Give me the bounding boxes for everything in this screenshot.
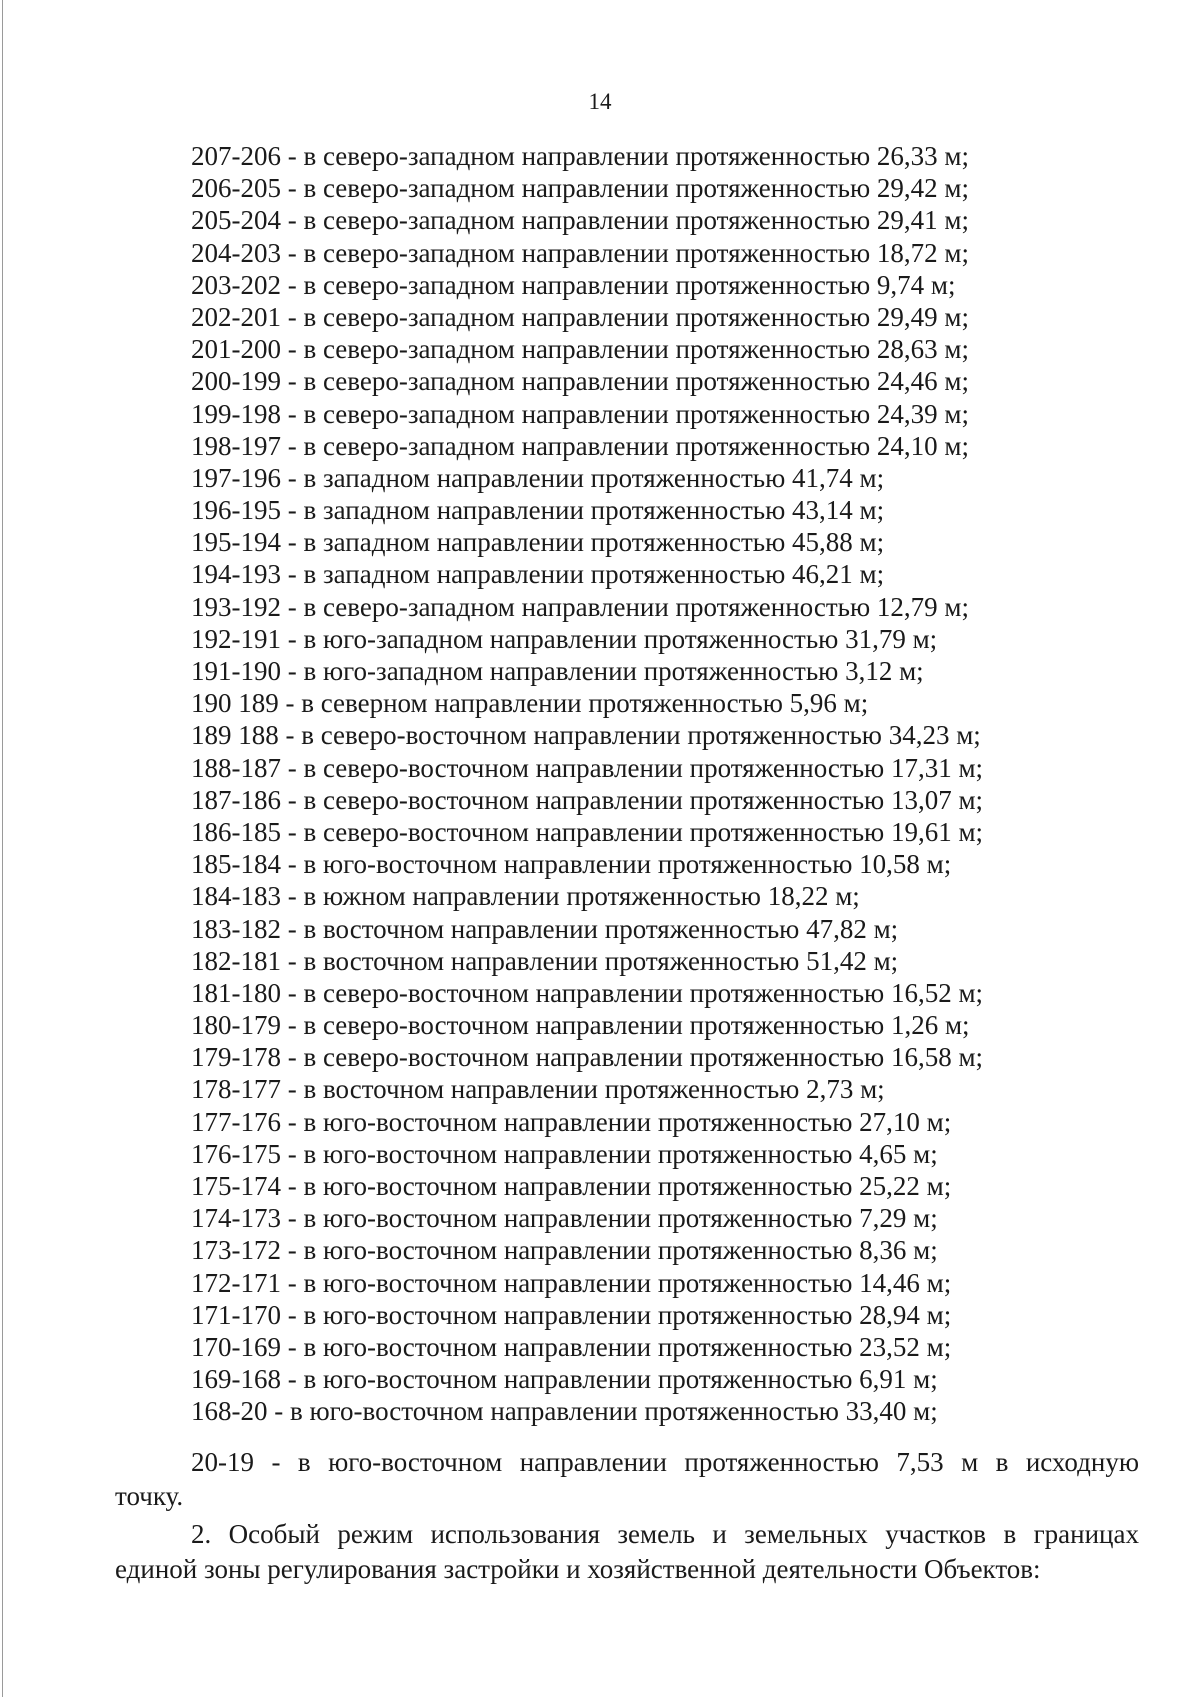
closing-segment-word: направлении [519, 1447, 667, 1477]
boundary-segment: 193-192 - в северо-западном направлении протяженностью 12,79 м; [191, 591, 969, 622]
boundary-segment: 184-183 - в южном направлении протяженностью 18,22 м; [191, 881, 860, 912]
paragraph-2-word: Особый [228, 1519, 320, 1549]
boundary-segment: 188-187 - в северо-восточном направлении протяженностью 17,31 м; [191, 752, 984, 783]
paragraph-2-word: режим [337, 1519, 414, 1549]
paragraph-2-word: 2. [191, 1519, 212, 1549]
closing-segment-word: 7,53 [896, 1447, 944, 1477]
boundary-segment: 203-202 - в северо-западном направлении протяженностью 9,74 м; [191, 269, 956, 300]
closing-segment-word: протяженностью [684, 1447, 879, 1477]
closing-segment-line-1 [115, 1446, 1139, 1479]
closing-segment-word: - [271, 1447, 281, 1477]
boundary-segment: 201-200 - в северо-западном направлении протяженностью 28,63 м; [191, 334, 969, 365]
paragraph-2-word: использования [430, 1519, 600, 1549]
boundary-segment: 173-172 - в юго-восточном направлении протяженностью 8,36 м; [191, 1235, 938, 1266]
boundary-segment: 185-184 - в юго-восточном направлении протяженностью 10,58 м; [191, 849, 952, 880]
boundary-segment: 168-20 - в юго-восточном направлении протяженностью 33,40 м; [191, 1396, 938, 1427]
boundary-segment: 200-199 - в северо-западном направлении протяженностью 24,46 м; [191, 366, 969, 397]
boundary-segment: 178-177 - в восточном направлении протяженностью 2,73 м; [191, 1074, 885, 1105]
boundary-segment: 170-169 - в юго-восточном направлении протяженностью 23,52 м; [191, 1331, 952, 1362]
boundary-segment: 174-173 - в юго-восточном направлении протяженностью 7,29 м; [191, 1203, 938, 1234]
boundary-segment: 206-205 - в северо-западном направлении протяженностью 29,42 м; [191, 173, 969, 204]
boundary-segment: 204-203 - в северо-западном направлении протяженностью 18,72 м; [191, 237, 969, 268]
closing-segment-line-2: точку. [115, 1481, 184, 1511]
boundary-segment: 195-194 - в западном направлении протяженностью 45,88 м; [191, 527, 885, 558]
boundary-segment: 176-175 - в юго-восточном направлении протяженностью 4,65 м; [191, 1138, 938, 1169]
boundary-segment: 181-180 - в северо-восточном направлении протяженностью 16,52 м; [191, 977, 984, 1008]
paragraph-2-word: участков [885, 1519, 987, 1549]
boundary-segment: 182-181 - в восточном направлении протяженностью 51,42 м; [191, 945, 899, 976]
paragraph-2-word: земель [617, 1519, 695, 1549]
boundary-segment: 171-170 - в юго-восточном направлении протяженностью 28,94 м; [191, 1299, 952, 1330]
boundary-segment-list [191, 140, 983, 1428]
paragraph-2-line-1 [115, 1518, 1139, 1551]
boundary-segment: 192-191 - в юго-западном направлении протяженностью 31,79 м; [191, 623, 938, 654]
paragraph-2-word: и [712, 1519, 727, 1549]
boundary-segment: 189 188 - в северо-восточном направлении протяженностью 34,23 м; [191, 720, 981, 751]
boundary-segment: 194-193 - в западном направлении протяженностью 46,21 м; [191, 559, 885, 590]
boundary-segment: 183-182 - в восточном направлении протяженностью 47,82 м; [191, 913, 899, 944]
boundary-segment: 202-201 - в северо-западном направлении протяженностью 29,49 м; [191, 301, 969, 332]
boundary-segment: 191-190 - в юго-западном направлении протяженностью 3,12 м; [191, 656, 924, 686]
boundary-segment: 190 189 - в северном направлении протяженностью 5,96 м; [191, 688, 869, 719]
boundary-segment: 177-176 - в юго-восточном направлении протяженностью 27,10 м; [191, 1106, 952, 1137]
boundary-segment: 179-178 - в северо-восточном направлении протяженностью 16,58 м; [191, 1042, 984, 1073]
boundary-segment: 199-198 - в северо-западном направлении протяженностью 24,39 м; [191, 398, 969, 429]
closing-segment-word: м [961, 1447, 979, 1477]
boundary-segment: 169-168 - в юго-восточном направлении протяженностью 6,91 м; [191, 1364, 938, 1395]
boundary-segment: 198-197 - в северо-западном направлении протяженностью 24,10 м; [191, 430, 969, 461]
page-number: 14 [588, 89, 612, 114]
paragraph-2-word: в [1003, 1519, 1017, 1549]
boundary-segment: 205-204 - в северо-западном направлении протяженностью 29,41 м; [191, 205, 969, 236]
boundary-segment: 172-171 - в юго-восточном направлении протяженностью 14,46 м; [191, 1267, 952, 1298]
boundary-segment: 186-185 - в северо-восточном направлении протяженностью 19,61 м; [191, 816, 984, 847]
boundary-segment: 197-196 - в западном направлении протяженностью 41,74 м; [191, 462, 885, 493]
paragraph-2-word: земельных [744, 1519, 868, 1549]
boundary-segment: 187-186 - в северо-восточном направлении протяженностью 13,07 м; [191, 784, 984, 815]
boundary-segment: 175-174 - в юго-восточном направлении протяженностью 25,22 м; [191, 1171, 952, 1201]
boundary-segment: 180-179 - в северо-восточном направлении протяженностью 1,26 м; [191, 1010, 970, 1041]
closing-segment-word: 20-19 [191, 1447, 254, 1477]
closing-segment-word: в [297, 1447, 311, 1477]
boundary-segment: 196-195 - в западном направлении протяженностью 43,14 м; [191, 495, 885, 526]
closing-segment-word: юго-восточном [328, 1447, 503, 1477]
page-edge-line [2, 0, 3, 1697]
paragraph-2-word: границах [1033, 1519, 1139, 1549]
paragraph-2-line-2: единой зоны регулирования застройки и хозяйственной деятельности Объектов: [115, 1554, 1041, 1584]
closing-segment-word: исходную [1025, 1447, 1139, 1477]
closing-segment-word: в [995, 1447, 1009, 1477]
boundary-segment: 207-206 - в северо-западном направлении протяженностью 26,33 м; [191, 141, 969, 171]
